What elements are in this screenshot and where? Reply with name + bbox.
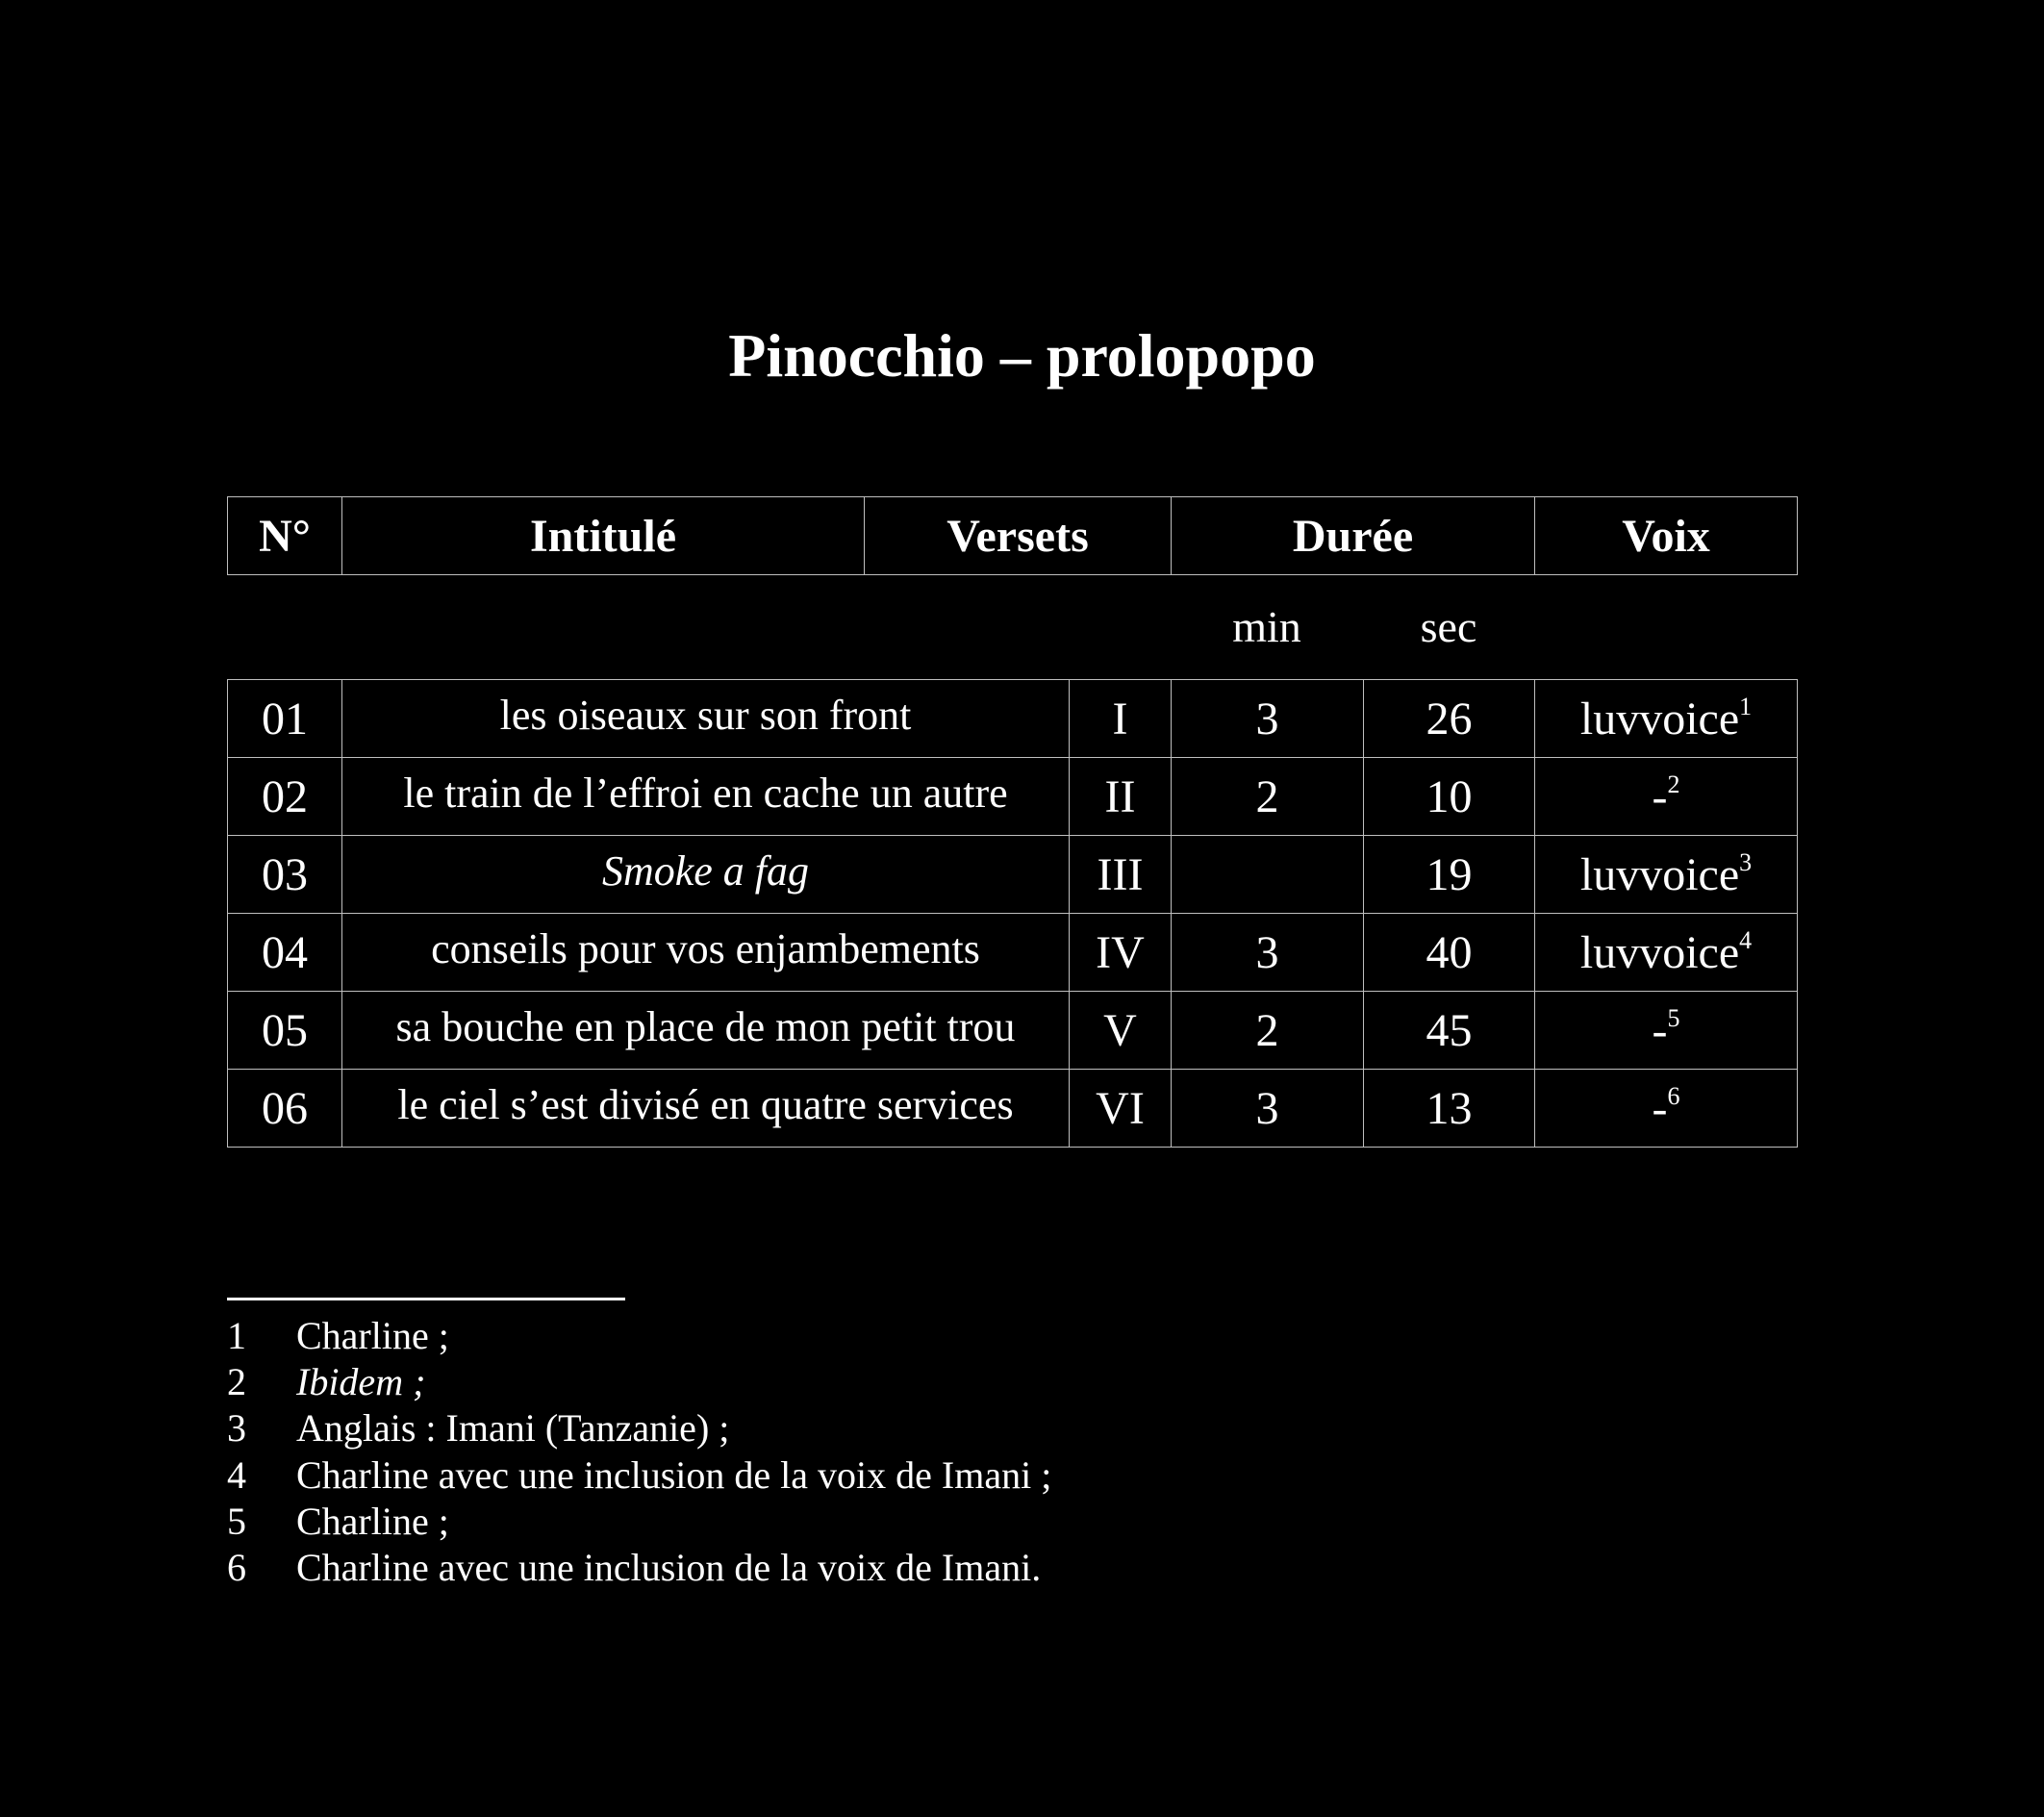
cell-intitule: Smoke a fag (342, 836, 1070, 914)
cell-sec: 19 (1364, 836, 1535, 914)
cell-voix (1535, 914, 1798, 992)
cell-min: 2 (1172, 992, 1364, 1070)
cell-sec: 45 (1364, 992, 1535, 1070)
cell-min: 3 (1172, 1070, 1364, 1148)
cell-intitule: conseils pour vos enjambements (342, 914, 1070, 992)
cell-voix (1535, 992, 1798, 1070)
footnote-item (227, 1405, 1051, 1451)
footnote-ref: 4 (1739, 925, 1753, 954)
footnote-item (227, 1545, 1051, 1591)
cell-voix (1535, 836, 1798, 914)
table-row (228, 992, 1798, 1070)
footnote-text: Anglais : Imani (Tanzanie) ; (296, 1406, 730, 1451)
cell-voix (1535, 1070, 1798, 1148)
footnotes (227, 1313, 1051, 1591)
cell-min (1172, 836, 1364, 914)
cell-verset: V (1070, 992, 1172, 1070)
footnote-number: 6 (227, 1546, 246, 1590)
cell-number: 06 (228, 1070, 342, 1148)
footnote-ref: 3 (1739, 847, 1753, 876)
footnote-number: 3 (227, 1406, 246, 1451)
table-row (228, 758, 1798, 836)
unit-min: min (1232, 602, 1301, 651)
cell-min: 2 (1172, 758, 1364, 836)
footnote-text: Ibidem ; (296, 1360, 426, 1404)
voice-label: luvvoice (1579, 693, 1740, 744)
header-voix: Voix (1535, 497, 1798, 575)
table-row (228, 1070, 1798, 1148)
page-title: Pinocchio – prolopopo (728, 321, 1316, 390)
cell-verset: III (1070, 836, 1172, 914)
voice-label: - (1652, 1082, 1668, 1134)
cell-number: 03 (228, 836, 342, 914)
footnote-ref: 1 (1739, 692, 1753, 720)
cell-intitule: sa bouche en place de mon petit trou (342, 992, 1070, 1070)
footnote-item (227, 1499, 1051, 1545)
cell-intitule: le ciel s’est divisé en quatre services (342, 1070, 1070, 1148)
footnote-text: Charline ; (296, 1314, 449, 1357)
header-versets: Versets (865, 497, 1172, 575)
footnote-item (227, 1359, 1051, 1405)
cell-number: 05 (228, 992, 342, 1070)
cell-verset: VI (1070, 1070, 1172, 1148)
footnote-ref: 5 (1667, 1003, 1680, 1032)
table-row (228, 914, 1798, 992)
table-row (228, 680, 1798, 758)
cell-min: 3 (1172, 680, 1364, 758)
cell-number: 02 (228, 758, 342, 836)
footnote-ref: 2 (1667, 770, 1680, 798)
voice-label: - (1652, 1004, 1668, 1056)
cell-verset: I (1070, 680, 1172, 758)
cell-voix (1535, 680, 1798, 758)
footnote-text: Charline avec une inclusion de la voix de Imani ; (296, 1452, 1052, 1497)
cell-sec: 40 (1364, 914, 1535, 992)
cell-verset: IV (1070, 914, 1172, 992)
table-row (228, 836, 1798, 914)
footnote-ref: 6 (1667, 1081, 1680, 1110)
unit-sec: sec (1420, 602, 1477, 651)
header-duree: Durée (1172, 497, 1535, 575)
cell-sec: 13 (1364, 1070, 1535, 1148)
cell-voix (1535, 758, 1798, 836)
cell-min: 3 (1172, 914, 1364, 992)
voice-label: luvvoice (1579, 926, 1740, 978)
header-intitule: Intitulé (342, 497, 865, 575)
table-header (227, 496, 1798, 575)
footnote-separator (227, 1298, 625, 1300)
voice-label: - (1652, 770, 1668, 822)
cell-verset: II (1070, 758, 1172, 836)
voice-label: luvvoice (1579, 848, 1740, 900)
footnote-number: 4 (227, 1452, 246, 1497)
cell-sec: 26 (1364, 680, 1535, 758)
footnote-text: Charline avec une inclusion de la voix de Imani. (296, 1546, 1042, 1590)
footnote-item (227, 1452, 1051, 1499)
cell-intitule: le train de l’effroi en cache un autre (342, 758, 1070, 836)
cell-sec: 10 (1364, 758, 1535, 836)
cell-intitule: les oiseaux sur son front (342, 680, 1070, 758)
episode-table (227, 679, 1798, 1148)
footnote-item (227, 1313, 1051, 1359)
cell-number: 01 (228, 680, 342, 758)
cell-number: 04 (228, 914, 342, 992)
header-number: N° (228, 497, 342, 575)
footnote-text: Charline ; (296, 1499, 449, 1543)
footnote-number: 2 (227, 1360, 246, 1404)
footnote-number: 1 (227, 1314, 246, 1357)
footnote-number: 5 (227, 1499, 246, 1543)
